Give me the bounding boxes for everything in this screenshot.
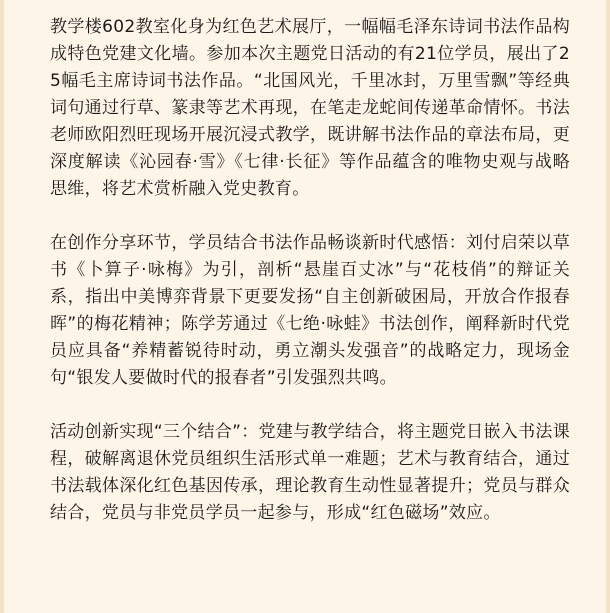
article-body: [50, 14, 570, 527]
article-paragraph-1: 教学楼602教室化身为红色艺术展厅，一幅幅毛泽东诗词书法作品构成特色党建文化墙。参加本次主题党日活动的有21位学员，展出了25幅毛主席诗词书法作品。“北国风光，千里冰封，万里雪飘”等经典词句通过行草、篆隶等艺术再现，在笔走龙蛇间传递革命情怀。书法老师欧阳烈旺现场开展沉浸式教学，既讲解书法作品的章法布局，更深度解读《沁园春·雪》《七律·长征》等作品蕴含的唯物史观与战略思维，将艺术赏析融入党史教育。: [50, 17, 570, 199]
article-paragraph-2: 在创作分享环节，学员结合书法作品畅谈新时代感悟：刘付启荣以草书《卜算子·咏梅》为引，剖析“悬崖百丈冰”与“花枝俏”的辩证关系，指出中美博弈背景下更要发扬“自主创新破困局，开放合作报春晖”的梅花精神；陈学芳通过《七绝·咏蛙》书法创作，阐释新时代党员应具备“养精蓄锐待时动，勇立潮头发强音”的战略定力，现场金句“银发人要做时代的报春者”引发强烈共鸣。: [50, 233, 570, 388]
article-paragraph-3: 活动创新实现“三个结合”：党建与教学结合，将主题党日嵌入书法课程，破解离退休党员组织生活形式单一难题；艺术与教育结合，通过书法载体深化红色基因传承，理论教育生动性显著提升；党员与群众结合，党员与非党员学员一起参与，形成“红色磁场”效应。: [50, 422, 570, 523]
